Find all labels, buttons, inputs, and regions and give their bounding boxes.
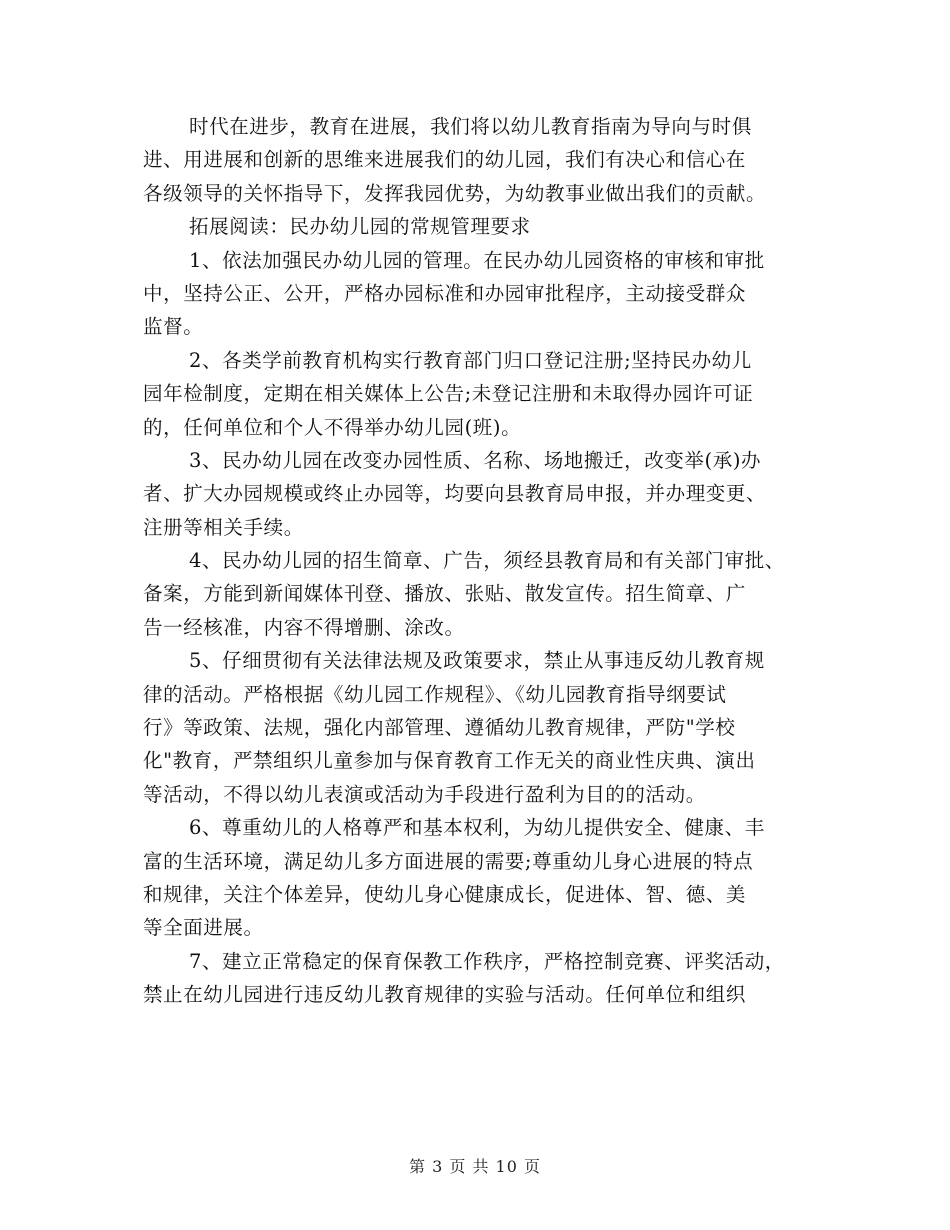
text-line: 律的活动。严格根据《幼儿园工作规程》、《幼儿园教育指导纲要试	[143, 682, 727, 706]
section-heading: 拓展阅读：民办幼儿园的常规管理要求	[189, 215, 531, 239]
text-line: 7、建立正常稳定的保育保教工作秩序，严格控制竞赛、评奖活动，	[189, 949, 785, 973]
text-line: 6、尊重幼儿的人格尊严和基本权利，为幼儿提供安全、健康、丰	[189, 816, 765, 840]
text-line: 监督。	[143, 315, 204, 339]
text-line: 3、民办幼儿园在改变办园性质、名称、场地搬迁，改变举(承)办	[189, 448, 762, 472]
text-line: 2、各类学前教育机构实行教育部门归口登记注册;坚持民办幼儿	[189, 348, 752, 372]
text-line: 1、依法加强民办幼儿园的管理。在民办幼儿园资格的审核和审批	[189, 248, 765, 272]
text-line: 等活动，不得以幼儿表演或活动为手段进行盈利为目的的活动。	[143, 782, 706, 806]
text-line: 时代在进步，教育在进展，我们将以幼儿教育指南为导向与时俱	[189, 115, 752, 138]
text-line: 进、用进展和创新的思维来进展我们的幼儿园，我们有决心和信心在	[143, 148, 747, 172]
text-line: 备案，方能到新闻媒体刊登、播放、张贴、散发宣传。招生简章、广	[143, 582, 747, 606]
text-line: 各级领导的关怀指导下，发挥我园优势，为幼教事业做出我们的贡献。	[143, 181, 767, 205]
document-body	[143, 110, 823, 1012]
text-line: 等全面进展。	[143, 916, 264, 940]
text-line: 4、民办幼儿园的招生简章、广告，须经县教育局和有关部门审批、	[189, 549, 785, 573]
text-line: 中，坚持公正、公开，严格办园标准和办园审批程序，主动接受群众	[143, 281, 747, 305]
text-line: 的，任何单位和个人不得举办幼儿园(班)。	[143, 415, 522, 439]
page-number: 第 3 页 共 10 页	[409, 1157, 541, 1176]
text-line: 禁止在幼儿园进行违反幼儿教育规律的实验与活动。任何单位和组织	[143, 983, 747, 1007]
text-line: 行》等政策、法规，强化内部管理、遵循幼儿教育规律，严防"学校	[143, 716, 736, 740]
text-line: 注册等相关手续。	[143, 515, 304, 539]
text-line: 园年检制度，定期在相关媒体上公告;未登记注册和未取得办园许可证	[143, 382, 754, 406]
text-line: 富的生活环境，满足幼儿多方面进展的需要;尊重幼儿身心进展的特点	[143, 849, 754, 873]
text-line: 和规律，关注个体差异，使幼儿身心健康成长，促进体、智、德、美	[143, 882, 747, 906]
text-line: 化"教育，严禁组织儿童参加与保育教育工作无关的商业性庆典、演出	[143, 749, 756, 773]
text-line: 5、仔细贯彻有关法律法规及政策要求，禁止从事违反幼儿教育规	[189, 649, 765, 673]
text-line: 告一经核准，内容不得增删、涂改。	[143, 615, 465, 639]
text-line: 者、扩大办园规模或终止办园等，均要向县教育局申报，并办理变更、	[143, 482, 767, 506]
